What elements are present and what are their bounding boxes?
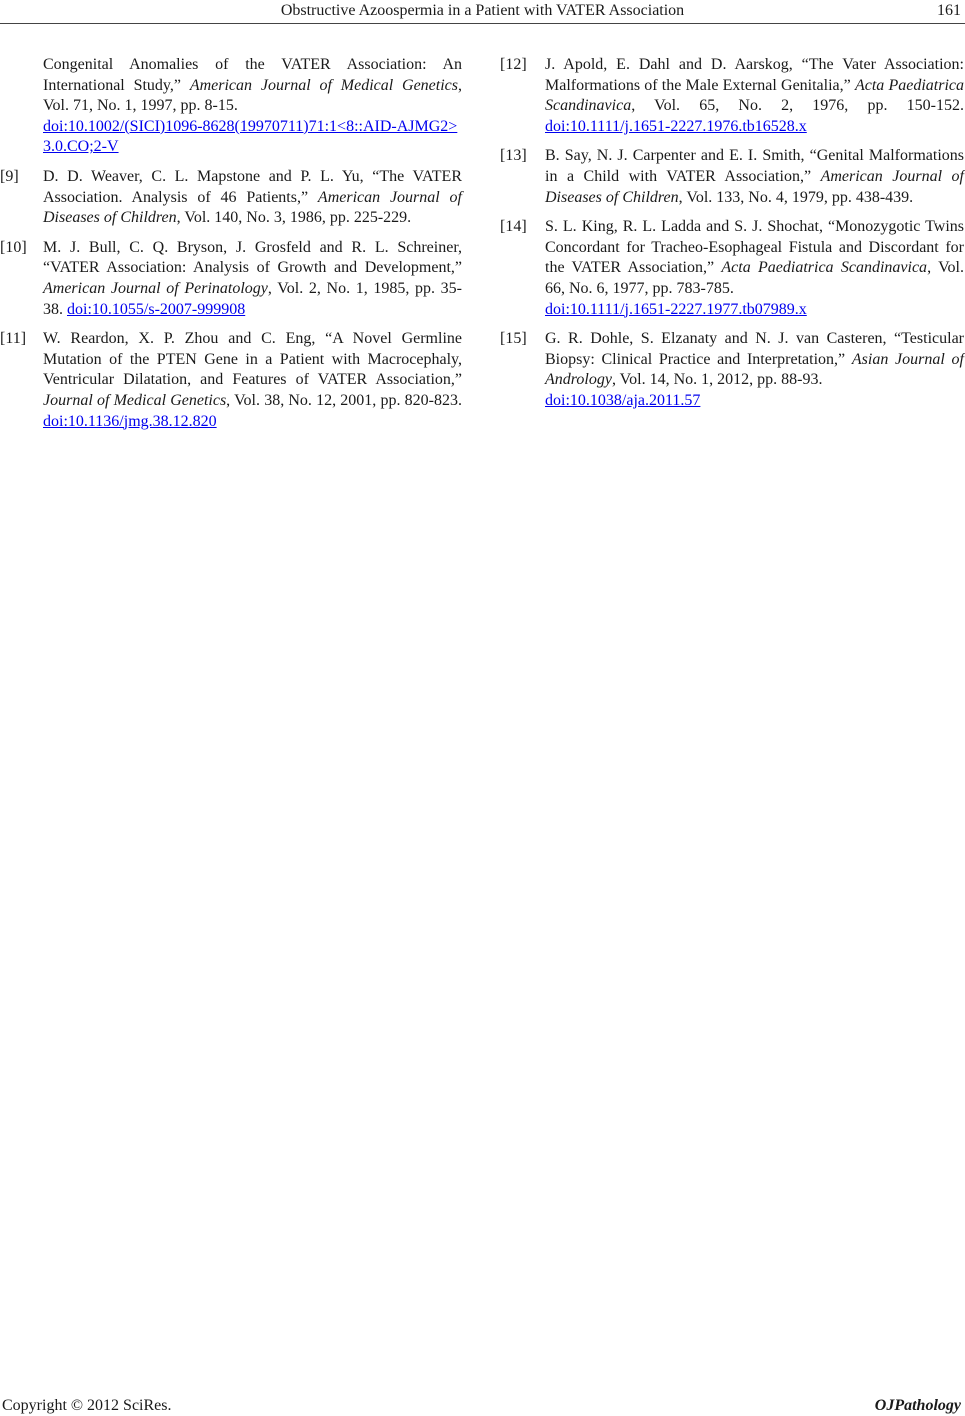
copyright-notice: Copyright © 2012 SciRes.: [2, 1397, 172, 1414]
reference-details: , Vol. 14, No. 1, 2012, pp. 88-93.: [611, 371, 823, 389]
reference-10: [0, 238, 463, 320]
page-header: [0, 0, 965, 24]
reference-details: , Vol. 133, No. 4, 1979, pp. 438-439.: [678, 188, 914, 206]
reference-8-continued: [43, 55, 462, 158]
journal-title: American Journal of Perinatology: [43, 279, 268, 297]
doi-link[interactable]: doi:10.1136/jmg.38.12.820: [43, 412, 217, 430]
journal-title: American Journal of Diseases of Children: [545, 167, 964, 206]
reference-text: S. L. King, R. L. Ladda and S. J. Shochat, “Monozygotic Twins Concordant for Tracheo-Esophageal Fistula and Discordant for the VATER Association,”: [545, 218, 964, 277]
reference-number: [11]: [0, 330, 27, 348]
reference-number: [13]: [500, 147, 527, 165]
doi-link[interactable]: doi:10.1038/aja.2011.57: [545, 391, 701, 409]
reference-number: [10]: [0, 238, 27, 256]
reference-text: M. J. Bull, C. Q. Bryson, J. Grosfeld and R. L. Schreiner, “VATER Association: Analysis of Growth and Development,”: [43, 238, 462, 277]
journal-title: American Journal of Medical Genetics: [189, 76, 458, 94]
reference-details: , Vol. 140, No. 3, 1986, pp. 225-229.: [176, 209, 412, 227]
reference-number: [9]: [0, 167, 19, 185]
reference-number: [12]: [500, 56, 527, 73]
reference-15: [500, 329, 964, 411]
running-title: Obstructive Azoospermia in a Patient with VATER Association: [280, 2, 685, 19]
journal-title: Acta Paediatrica Scandinavica: [721, 259, 928, 277]
reference-details: , Vol. 2, No. 1, 1985, pp. 35-38.: [43, 279, 463, 318]
reference-9: [0, 167, 463, 229]
reference-number: [14]: [500, 218, 527, 236]
reference-12: [500, 55, 965, 137]
reference-column-right: [500, 55, 965, 421]
journal-title: Journal of Medical Genetics: [43, 391, 227, 409]
reference-details: , Vol. 71, No. 1, 1997, pp. 8-15.: [43, 76, 462, 115]
header-rule: [0, 23, 965, 24]
journal-title: Acta Paediatrica Scandinavica: [545, 76, 965, 115]
doi-link[interactable]: doi:10.1111/j.1651-2227.1977.tb07989.x: [545, 300, 807, 318]
reference-text: G. R. Dohle, S. Elzanaty and N. J. van Casteren, “Testicular Biopsy: Clinical Practice and Interpretation,”: [545, 330, 964, 368]
reference-text: D. D. Weaver, C. L. Mapstone and P. L. Yu, “The VATER Association. Analysis of 46 Patients,”: [43, 167, 462, 206]
reference-number: [15]: [500, 330, 527, 348]
reference-details: , Vol. 38, No. 12, 2001, pp. 820-823.: [226, 391, 462, 409]
doi-link[interactable]: doi:10.1055/s-2007-999908: [67, 300, 246, 318]
reference-text: J. Apold, E. Dahl and D. Aarskog, “The Vater Association: Malformations of the Male External Genitalia,”: [545, 56, 964, 94]
reference-column-left: [0, 55, 463, 441]
doi-link[interactable]: doi:10.1111/j.1651-2227.1976.tb16528.x: [545, 117, 807, 135]
reference-details: , Vol. 66, No. 6, 1977, pp. 783-785.: [545, 259, 965, 297]
page-footer: [0, 1396, 965, 1416]
journal-name: OJPathology: [874, 1397, 961, 1414]
doi-link[interactable]: doi:10.1002/(SICI)1096-8628(19970711)71:1<8::AID-AJMG2>3.0.CO;2-V: [43, 117, 458, 156]
reference-14: [500, 217, 965, 320]
journal-title: American Journal of Diseases of Children: [43, 188, 463, 227]
reference-details: , Vol. 65, No. 2, 1976, pp. 150-152.: [631, 97, 964, 115]
page-number: 161: [937, 2, 961, 19]
journal-title: Asian Journal of Andrology: [545, 350, 964, 389]
reference-text: Congenital Anomalies of the VATER Association: An International Study,”: [43, 56, 462, 94]
reference-11: [0, 329, 462, 432]
reference-text: B. Say, N. J. Carpenter and E. I. Smith, “Genital Malformations in a Child with VATER Association,”: [545, 147, 964, 185]
reference-13: [500, 146, 964, 208]
reference-text: W. Reardon, X. P. Zhou and C. Eng, “A Novel Germline Mutation of the PTEN Gene in a Patient with Macrocephaly, Ventricular Dilatation, and Features of VATER Association,”: [43, 330, 462, 389]
